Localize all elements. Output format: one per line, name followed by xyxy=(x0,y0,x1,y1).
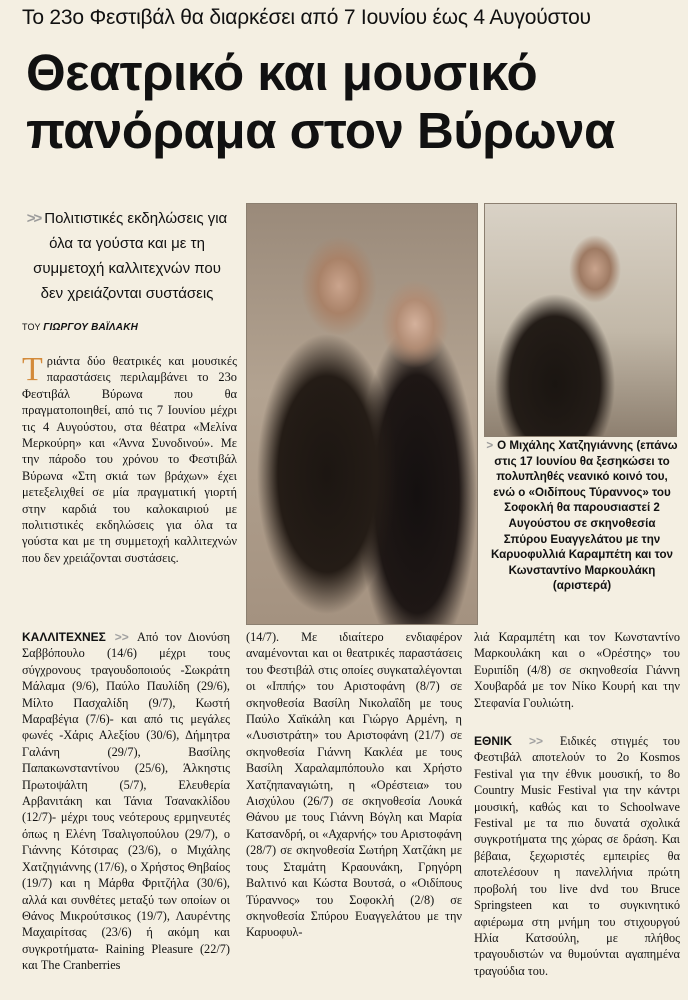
byline-prefix: ΤΟΥ xyxy=(22,322,41,332)
double-chevron-right-icon: >> xyxy=(26,210,41,227)
kicker-line: Το 23ο Φεστιβάλ θα διαρκέσει από 7 Ιουνίου έως 4 Αυγούστου xyxy=(22,6,591,29)
deck xyxy=(22,206,232,306)
lead-paragraph xyxy=(22,353,237,566)
byline xyxy=(22,322,232,333)
column-3-text: λιά Καραμπέτη και τον Κωνσταντίνο Μαρκουλάκη και ο «Ορέστης» του Ευριπίδη (4/8) σε σκηνοθεσία Γιάννη Χουβαρδά με τον Νίκο Κουρή και την Στεφανία Γουλιώτη. xyxy=(474,630,680,710)
body-column-2 xyxy=(246,629,462,941)
double-chevron-right-icon: >> xyxy=(114,630,129,644)
section-head-artists: ΚΑΛΛΙΤΕΧΝΕΣ xyxy=(22,630,106,644)
column-3-text-2: Ειδικές στιγμές του Φεστιβάλ αποτελούν το 2ο Kosmos Festival για την έθνικ μουσική, το 8ο Country Music Festival για την κάντρι μουσική, καθώς και το Schoolwave Festival με τα πιο δυνατά σχολικά συγκροτήματα της χώρας σε δράση. Και βέβαια, ξεχωριστές εμπειρίες θα αποτελέσουν η πανελλήνια πρώτη προβολή του live dvd του Bruce Springsteen και το συγκινητικό αφιέρωμα στη μνήμη του στιχουργού Ηλία Κατσούλη, με πλήθος τραγουδιστών να θυμούνται αγαπημένα τραγούδια του. xyxy=(474,734,680,978)
headline xyxy=(26,44,666,160)
chevron-right-icon: > xyxy=(486,439,494,452)
body-column-3 xyxy=(474,629,680,979)
drop-cap: Τ xyxy=(22,351,43,388)
photo-caption xyxy=(486,438,678,594)
caption-text: Ο Μιχάλης Χατζηγιάννης (επάνω στις 17 Ιουνίου θα ξεσηκώσει το πολυπληθές νεανικό κοινό του, ενώ ο «Οιδίπους Τύραννος» του Σοφοκλή θα παρουσιαστεί 2 Αυγούστου σε σκηνοθεσία Σπύρου Ευαγγελάτου με την Καρυοφυλλιά Καραμπέτη και τον Κωνσταντίνο Μαρκουλάκη (αριστερά) xyxy=(491,439,678,593)
spacer xyxy=(474,711,680,733)
byline-author: ΓΙΩΡΓΟΥ ΒΑΪΛΑΚΗ xyxy=(43,322,139,333)
headline-line-2: πανόραμα στον Βύρωνα xyxy=(26,102,615,159)
body-column-1 xyxy=(22,629,230,974)
photo-singer xyxy=(484,203,677,437)
lead-text: ριάντα δύο θεατρικές και μουσικές παραστάσεις περιλαμβάνει το 23ο Φεστιβάλ Βύρωνα που θα πραγματοποιηθεί, από τις 7 Ιουνίου μέχρι τις 4 Αυγούστου, στα θέατρα «Μελίνα Μερκούρη» και «Άννα Συνοδινού». Με την πάροδο του χρόνου το Φεστιβάλ Βύρωνα «Στη σκιά των βράχων» έχει μετεξελιχθεί σε μία πραγματική γιορτή στην καρδιά του καλοκαιριού με πολιτιστικές εκδηλώσεις για όλα τα γούστα και με τη συμμετοχή καλλιτεχνών που δεν χρειάζονται συστάσεις. xyxy=(22,354,237,565)
deck-text: Πολιτιστικές εκδηλώσεις για όλα τα γούστα και με τη συμμετοχή καλλιτεχνών που δεν χρειάζονται συστάσεις xyxy=(33,210,228,302)
section-head-ethnic: ΕΘΝΙΚ xyxy=(474,734,513,749)
column-1-text: Από τον Διονύση Σαββόπουλο (14/6) μέχρι τους σύγχρονους τραγουδοποιούς -Σωκράτη Μάλαμα (9/6), Παύλο Παυλίδη (29/6), Μίλτο Πασχαλίδη (9/7), Κωστή Μαραβέγια (7/6)- και από τις μεγάλες φωνές -Χάρις Αλεξίου (30/6), Δήμητρα Γαλάνη (29/7), Βασίλης Παπακωνσταντίνου (25/6), Άλκηστις Πρωτοψάλτη (5/7), Ελευθερία Αρβανιτάκη και Τάνια Τσανακλίδου (12/7)- μέχρι τους νεότερους ερμηνευτές όπως η Ελένη Τσαλιγοπούλου (29/7), ο Γιάννης Κότσιρας (23/6), ο Μιχάλης Χατζηγιάννης (17/6), ο Χρήστος Θηβαίος (19/7) και η Μάρθα Φριτζήλα (30/6), αλλά και συνθέτες μεταξύ των οποίων οι Θάνος Μικρούτσικος (19/7), Λαυρέντης Μαχαιρίτσας (23/6) ή ακόμη και συγκροτήματα- Raining Pleasure (22/7) και The Cranberries xyxy=(22,630,230,973)
photo-couple xyxy=(246,203,478,625)
column-2-text: (14/7). Με ιδιαίτερο ενδιαφέρον αναμένονται και οι θεατρικές παραστάσεις του Φεστιβάλ στις οποίες συγκαταλέγονται οι «Ιππής» του Αριστοφάνη (8/7) σε σκηνοθεσία Βασίλη Νικολαΐδη με τους Παύλο Χαϊκάλη και Γιώργο Αρμένη, η «Λυσιστράτη» του Αριστοφάνη (21/7) σε σκηνοθεσία Γιάννη Κακλέα με τους Βασίλη Χαραλαμπόπουλο και Χρήστο Χατζηπαναγιώτη, η «Ορέστεια» του Αισχύλου (26/7) σε σκηνοθεσία Λουκά Θάνου με τους Γιάννη Βόγλη και Μαρία Κατσανδρή, οι «Αχαρνής» του Αριστοφάνη (28/7) σε σκηνοθεσία Σωτήρη Χατζάκη με τους Σταμάτη Κραουνάκη, Γρηγόρη Βαλτινό και Κώστα Βουτσά, ο «Οιδίπους Τύραννος» του Σοφοκλή (2/8) σε σκηνοθεσία Σπύρου Ευαγγελάτου με την Καρυοφυλ- xyxy=(246,630,462,940)
headline-line-1: Θεατρικό και μουσικό xyxy=(26,44,538,101)
double-chevron-right-icon: >> xyxy=(528,734,543,749)
